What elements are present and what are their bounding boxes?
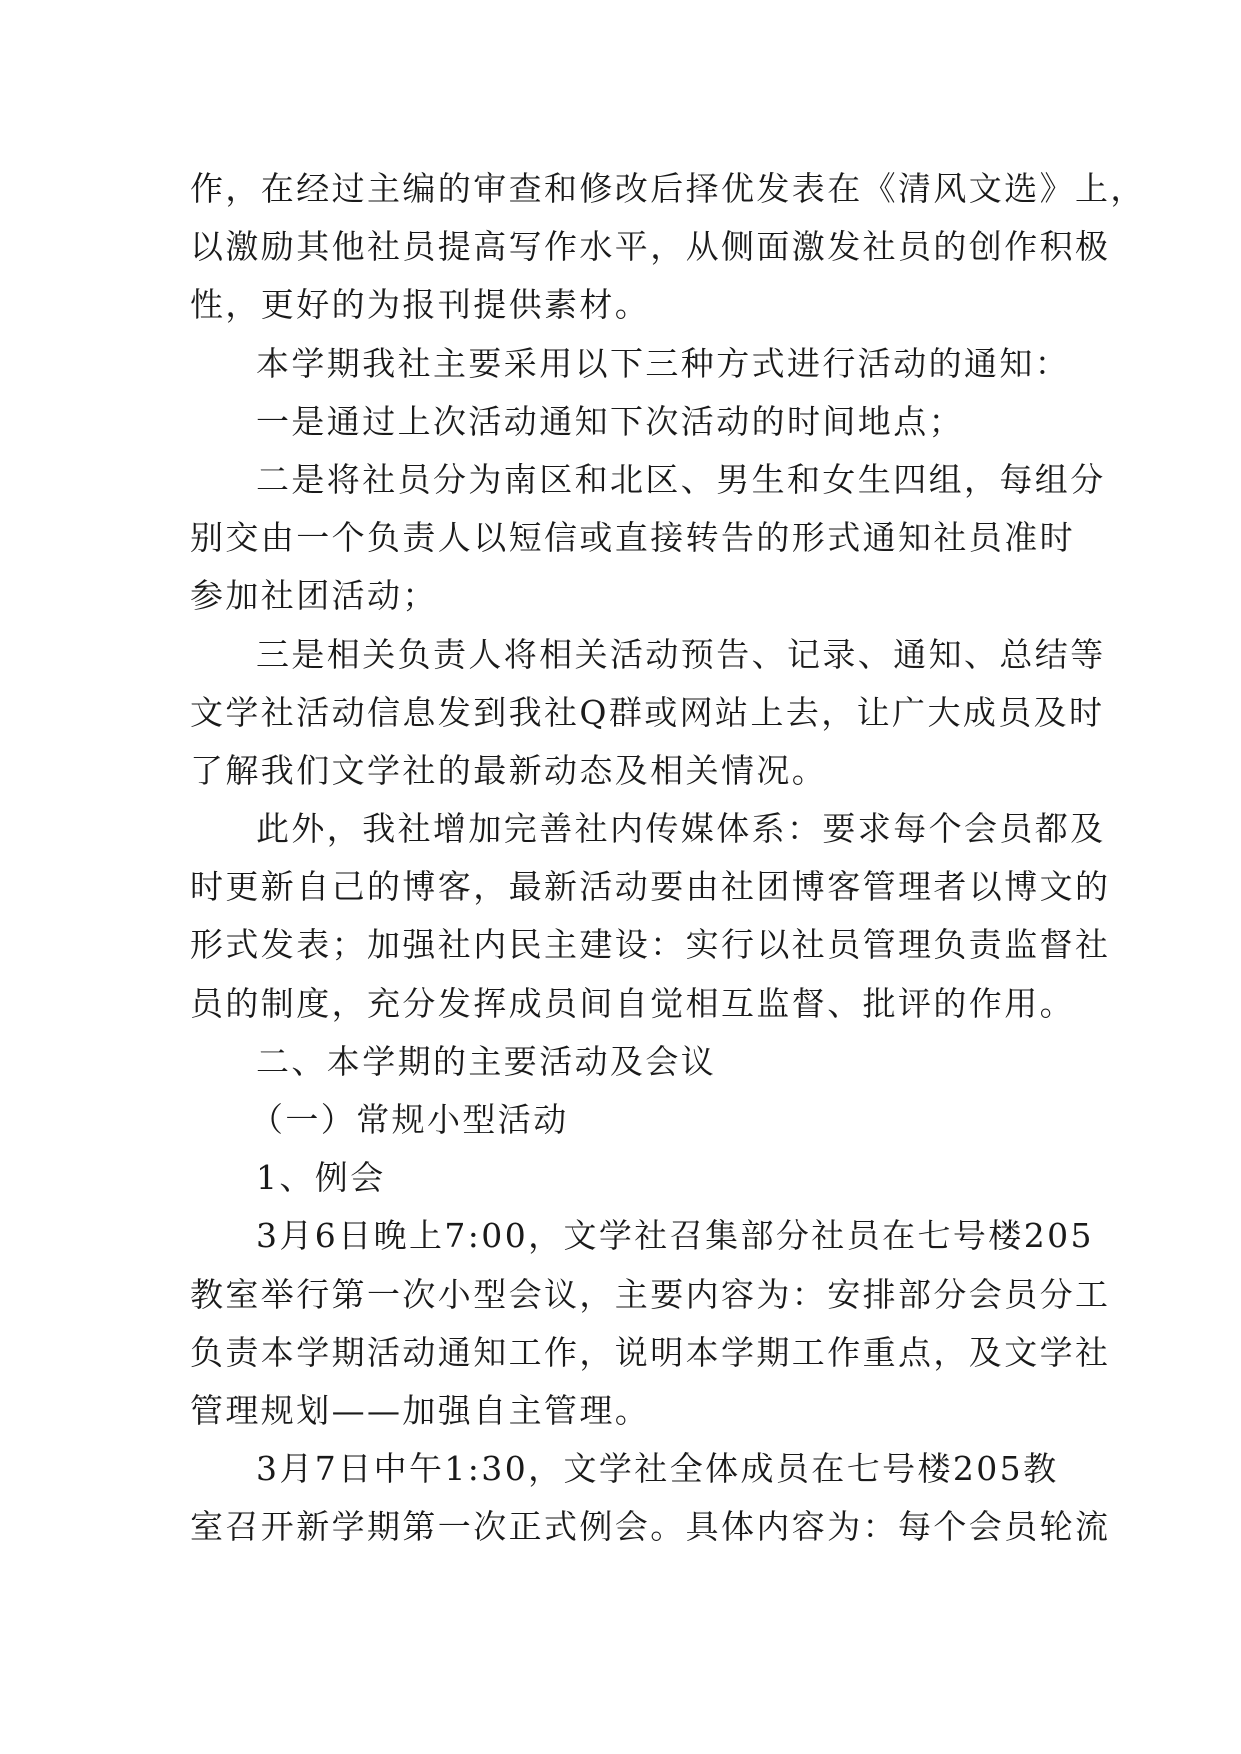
text-line: 性，更好的为报刊提供素材。 [190,285,651,325]
text-line: 时更新自己的博客，最新活动要由社团博客管理者以博文的 [190,867,1111,907]
text-line: 形式发表；加强社内民主建设：实行以社员管理负责监督社 [190,925,1111,965]
text-line: 负责本学期活动通知工作，说明本学期工作重点，及文学社 [190,1332,1111,1372]
paragraph-start-line: 3月7日中午1:30，文学社全体成员在七号楼205教 [256,1449,1059,1489]
text-line: 作，在经过主编的审查和修改后择优发表在《清风文选》上， [190,169,1146,208]
text-line: 教室举行第一次小型会议，主要内容为：安排部分会员分工 [190,1274,1111,1314]
text-line: 员的制度，充分发挥成员间自觉相互监督、批评的作用。 [190,983,1075,1023]
paragraph-start-line: 二是将社员分为南区和北区、男生和女生四组，每组分 [256,459,1106,499]
document-body [190,160,1146,1557]
paragraph-start-line: 此外，我社增加完善社内传媒体系：要求每个会员都及 [256,809,1106,849]
text-line: 以激励其他社员提高写作水平，从侧面激发社员的创作积极 [190,227,1111,267]
paragraph-start-line: 三是相关负责人将相关活动预告、记录、通知、总结等 [256,634,1106,674]
text-line: 管理规划——加强自主管理。 [190,1390,651,1430]
text-line: 了解我们文学社的最新动态及相关情况。 [190,750,828,790]
paragraph-start-line: 3月6日晚上7:00，文学社召集部分社员在七号楼205 [256,1216,1094,1256]
subsection-heading: （一）常规小型活动 [250,1100,569,1139]
text-line: 文学社活动信息发到我社Q群或网站上去，让广大成员及时 [190,692,1105,732]
text-line: 参加社团活动； [190,576,438,616]
paragraph-start-line: 一是通过上次活动通知下次活动的时间地点； [256,401,964,441]
section-heading: 二、本学期的主要活动及会议 [256,1041,717,1081]
item-heading: 1、例会 [256,1158,386,1198]
text-line: 别交由一个负责人以短信或直接转告的形式通知社员准时 [190,518,1075,558]
paragraph-start-line: 本学期我社主要采用以下三种方式进行活动的通知： [256,343,1071,383]
text-line: 室召开新学期第一次正式例会。具体内容为：每个会员轮流 [190,1507,1111,1547]
